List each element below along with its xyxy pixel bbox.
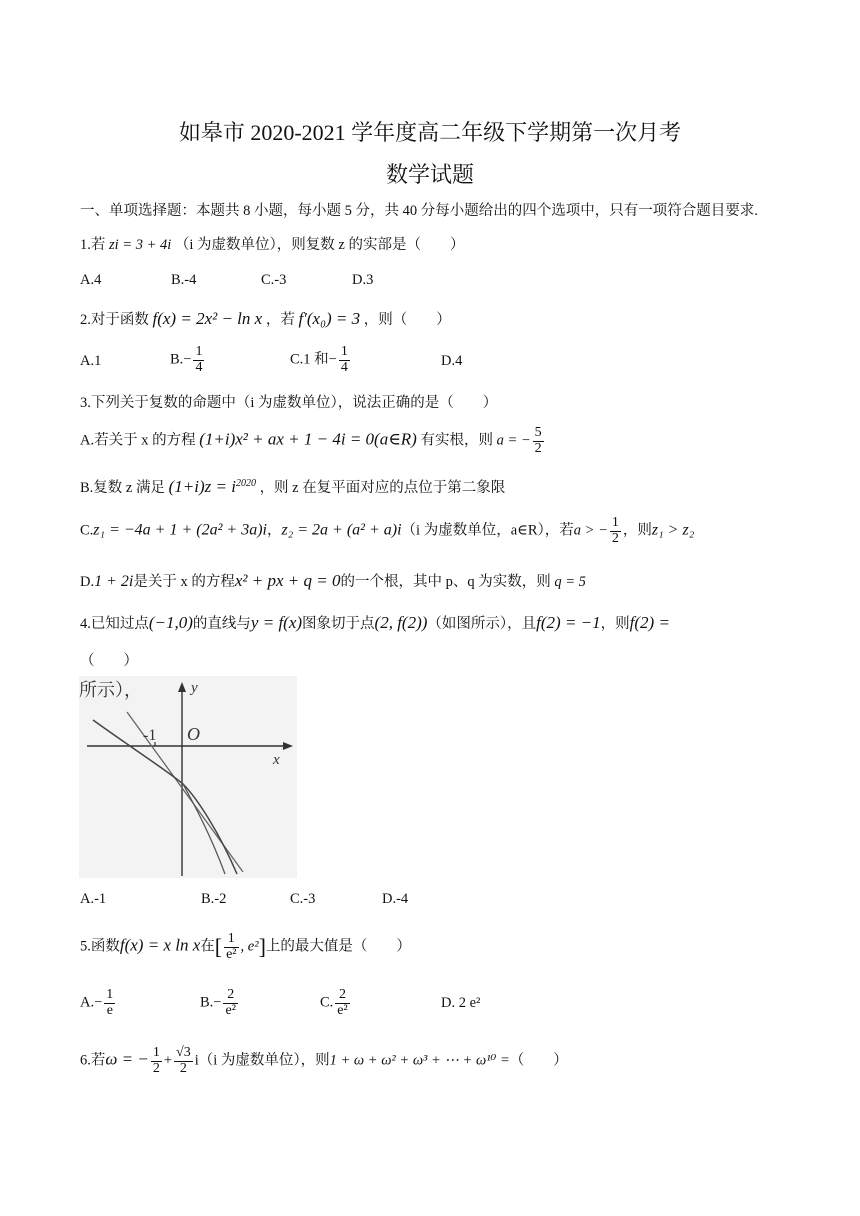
q1-suffix: （i 为虚数单位），则复数 z 的实部是（ ） bbox=[174, 237, 465, 253]
q6-paren: （ ） bbox=[509, 1052, 568, 1069]
q5-option-b bbox=[200, 988, 240, 1018]
q3-c-z1: z₁ = −4a + 1 + (2a² + 3a)i bbox=[93, 521, 267, 539]
q5-interval-fraction bbox=[224, 932, 238, 962]
q6-d2: 2 bbox=[179, 1060, 187, 1076]
q4-condition: f(2) = −1 bbox=[536, 613, 601, 632]
q4-option-a: A.-1 bbox=[80, 891, 107, 907]
figure-y-label: y bbox=[191, 680, 198, 696]
q3-option-a bbox=[80, 426, 546, 456]
q3-c-num: 1 bbox=[611, 515, 619, 530]
q1-math: zi = 3 + 4i bbox=[109, 237, 172, 253]
x-axis-arrow bbox=[283, 742, 293, 750]
q2-function: f(x) = 2x² − ln x bbox=[152, 309, 263, 328]
q5-int-num: 1 bbox=[224, 932, 238, 948]
q5-b-num: 2 bbox=[223, 988, 237, 1004]
q5-int-right: , e² bbox=[240, 938, 259, 955]
q3-b-equation: (1+i)z = i bbox=[168, 477, 236, 496]
q3-d-answer: q = 5 bbox=[554, 574, 586, 590]
q2-b-fraction bbox=[193, 345, 204, 375]
q5-b-fraction bbox=[223, 988, 237, 1018]
q5-option-d: D. 2 e² bbox=[441, 995, 481, 1011]
q3-a-fraction bbox=[533, 426, 544, 456]
q5-function: f(x) = x ln x bbox=[119, 935, 201, 955]
q3-b-suffix: ，则 z 在复平面对应的点位于第二象限 bbox=[259, 480, 506, 496]
q6-plus: + bbox=[163, 1052, 173, 1069]
q5-b-sign: − bbox=[213, 994, 222, 1011]
q4-ask: f(2) = bbox=[629, 613, 670, 632]
q6-n2: √3 bbox=[176, 1045, 191, 1060]
q3-d-mid: 是关于 x 的方程 bbox=[133, 574, 235, 590]
q5-c-num: 2 bbox=[335, 988, 349, 1004]
figure-caption-fragment: 所示）， bbox=[79, 680, 142, 700]
y-axis-arrow bbox=[178, 682, 186, 692]
q2-b-sign: − bbox=[183, 351, 192, 368]
q3-a-prefix: A.若关于 x 的方程 bbox=[80, 432, 196, 449]
q5-b-den: e² bbox=[225, 1002, 236, 1018]
q1-option-c: C.-3 bbox=[261, 272, 287, 288]
q6-mid: （i 为虚数单位），则 bbox=[198, 1052, 330, 1069]
q5-a-den: e bbox=[106, 1002, 113, 1018]
q3-c-cond: a > − bbox=[573, 522, 608, 539]
q3-c-prefix: C. bbox=[80, 522, 94, 539]
q3-option-c bbox=[80, 516, 694, 546]
q3-option-d bbox=[80, 572, 586, 590]
q3-b-exponent: 2020 bbox=[235, 478, 256, 490]
q6-frac1 bbox=[151, 1046, 162, 1076]
q3-a-mid: 有实根，则 bbox=[420, 432, 493, 449]
q4-graph bbox=[79, 676, 297, 878]
q5-option-c bbox=[320, 988, 352, 1018]
q4-function: y = f(x) bbox=[250, 613, 303, 632]
q3-c-mid: （i 为虚数单位，a∈R），若 bbox=[401, 522, 574, 539]
q4-option-d: D.-4 bbox=[382, 891, 409, 907]
q6-frac2 bbox=[174, 1046, 193, 1076]
q2-c-prefix: C.1 和 bbox=[290, 351, 329, 368]
q3-b-prefix: B.复数 z 满足 bbox=[80, 480, 165, 496]
q4-point1: (−1,0) bbox=[148, 613, 193, 632]
q3-d-root: 1 + 2i bbox=[94, 573, 134, 590]
q6-i: i bbox=[194, 1052, 199, 1069]
q3-a-equation: (1+i)x² + ax + 1 − 4i = 0(a∈R) bbox=[199, 429, 417, 449]
q3-a-num: 5 bbox=[534, 425, 542, 440]
question-2 bbox=[80, 310, 451, 328]
q3-d-suffix: 的一个根，其中 p、q 为实数，则 bbox=[340, 574, 551, 590]
q3-d-prefix: D. bbox=[80, 574, 95, 590]
q6-n1: 1 bbox=[152, 1045, 160, 1060]
q5-in: 在 bbox=[200, 938, 215, 955]
q2-prefix: 2.对于函数 bbox=[80, 312, 149, 328]
exam-title: 如皋市 2020-2021 学年度高二年级下学期第一次月考 bbox=[178, 120, 682, 145]
q5-int-den: e² bbox=[226, 946, 237, 962]
q5-left-bracket: [ bbox=[214, 934, 223, 960]
q3-d-equation: x² + px + q = 0 bbox=[234, 571, 341, 590]
q2-c-sign: − bbox=[328, 351, 337, 368]
question-5 bbox=[80, 932, 411, 962]
question-4 bbox=[80, 614, 670, 632]
q4-mid2: 图象切于点 bbox=[302, 616, 375, 632]
q4-figure bbox=[79, 676, 297, 878]
q6-sum: 1 + ω + ω² + ω³ + ⋯ + ω¹⁰ = bbox=[329, 1052, 510, 1069]
q5-a-fraction bbox=[104, 988, 115, 1018]
q4-answer-paren: （ ） bbox=[80, 653, 138, 669]
question-3: 3.下列关于复数的命题中（i 为虚数单位），说法正确的是（ ） bbox=[80, 395, 498, 411]
q5-a-num: 1 bbox=[106, 987, 114, 1002]
q4-option-c: C.-3 bbox=[290, 891, 316, 907]
q2-option-d: D.4 bbox=[441, 353, 463, 369]
q1-option-a: A.4 bbox=[80, 272, 102, 288]
q5-prefix: 5.函数 bbox=[80, 938, 120, 955]
q2-b-den: 4 bbox=[195, 359, 203, 375]
question-1 bbox=[80, 238, 465, 253]
q4-mid1: 的直线与 bbox=[192, 616, 251, 632]
q2-mid: ，若 bbox=[265, 312, 295, 328]
q5-c-fraction bbox=[335, 988, 349, 1018]
figure-tick-label: -1 bbox=[143, 727, 157, 744]
q4-mid4: ，则 bbox=[600, 616, 630, 632]
q2-option-a: A.1 bbox=[80, 353, 102, 369]
q6-prefix: 6.若 bbox=[80, 1052, 106, 1069]
q4-option-b: B.-2 bbox=[201, 891, 227, 907]
q3-c-z2: z₂ = 2a + (a² + a)i bbox=[281, 521, 402, 539]
figure-x-label: x bbox=[273, 752, 280, 768]
q6-omega-eq: ω = − bbox=[105, 1049, 149, 1069]
q5-suffix: 上的最大值是（ ） bbox=[265, 938, 411, 955]
section-heading: 一、单项选择题：本题共 8 小题，每小题 5 分，共 40 分每小题给出的四个选项中，只有一项符合题目要求. bbox=[80, 203, 758, 219]
q5-a-sign: − bbox=[94, 994, 103, 1011]
q3-c-sep: ， bbox=[266, 522, 282, 539]
q2-c-fraction bbox=[339, 345, 350, 375]
q2-b-num: 1 bbox=[195, 344, 203, 359]
q5-c-den: e² bbox=[337, 1002, 348, 1018]
q5-b-prefix: B. bbox=[200, 994, 214, 1011]
q5-a-prefix: A. bbox=[80, 994, 95, 1011]
q3-option-b bbox=[80, 478, 505, 496]
q4-prefix: 4.已知过点 bbox=[80, 616, 149, 632]
exam-subtitle: 数学试题 bbox=[385, 162, 474, 187]
q2-condition: f′(x₀) = 3 bbox=[298, 309, 361, 328]
q1-option-d: D.3 bbox=[352, 272, 374, 288]
q2-option-b bbox=[170, 345, 206, 375]
q4-mid3: （如图所示），且 bbox=[427, 616, 537, 632]
q3-c-conclusion: z₁ > z₂ bbox=[651, 521, 695, 539]
q5-c-prefix: C. bbox=[320, 994, 334, 1011]
q2-suffix: ，则（ ） bbox=[363, 312, 451, 328]
question-6 bbox=[80, 1046, 568, 1076]
q3-c-fraction bbox=[610, 516, 621, 546]
q2-b-prefix: B. bbox=[170, 351, 184, 368]
q2-c-num: 1 bbox=[340, 344, 348, 359]
figure-origin-label: O bbox=[187, 724, 200, 744]
q5-right-bracket: ] bbox=[258, 934, 266, 960]
q2-option-c bbox=[290, 345, 352, 375]
q3-c-then: ，则 bbox=[622, 522, 652, 539]
q3-a-answer: a = − bbox=[496, 432, 531, 449]
q5-option-a bbox=[80, 988, 117, 1018]
q1-prefix: 1.若 bbox=[80, 237, 106, 253]
q2-c-den: 4 bbox=[340, 359, 348, 375]
q1-option-b: B.-4 bbox=[171, 272, 197, 288]
q6-d1: 2 bbox=[152, 1060, 160, 1076]
q4-point2: (2, f(2)) bbox=[374, 613, 428, 632]
q3-c-den: 2 bbox=[611, 530, 619, 546]
q3-a-den: 2 bbox=[534, 440, 542, 456]
